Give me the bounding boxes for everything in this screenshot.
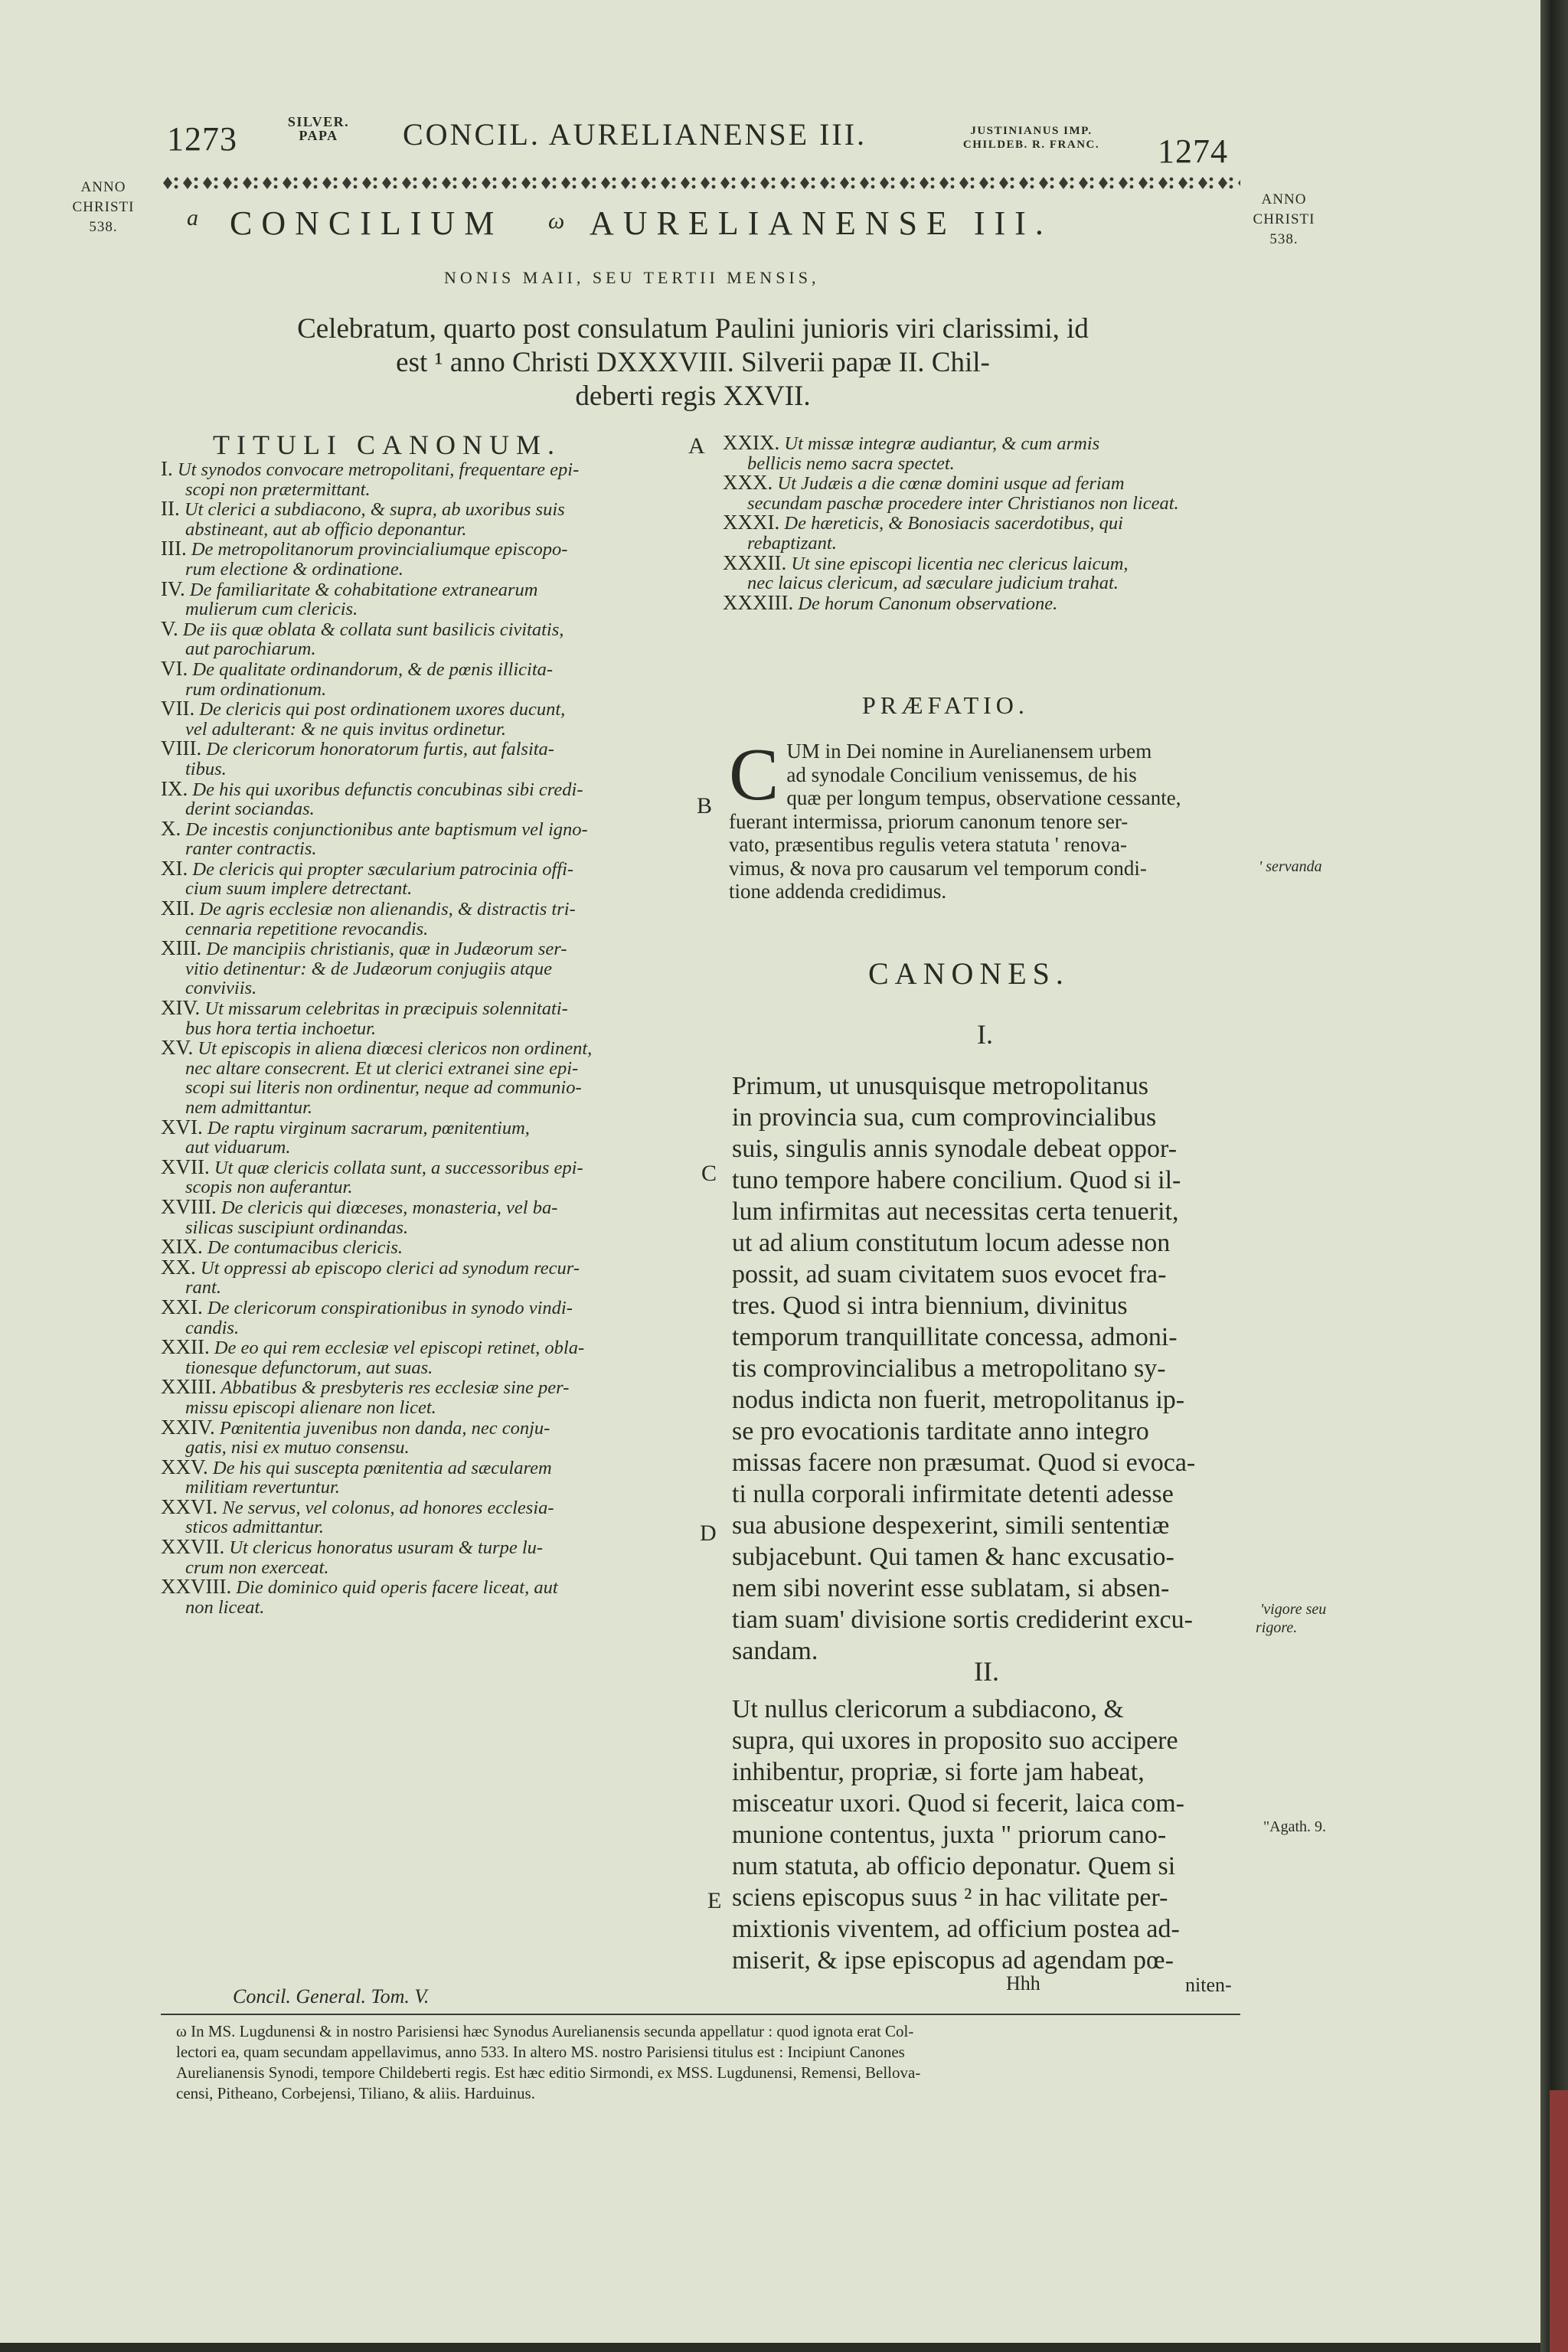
tituli-item-number: XXXII. bbox=[723, 550, 787, 574]
tituli-item-continuation: militiam revertuntur. bbox=[185, 1477, 340, 1498]
tituli-item-text: Pœnitentia juvenibus non danda, nec conju- bbox=[219, 1417, 550, 1439]
canon-line: ti nulla corporali infirmitate detenti adesse bbox=[732, 1480, 1174, 1508]
tituli-item bbox=[161, 856, 697, 900]
canon-line: nem sibi noverint esse sublatam, si absen- bbox=[732, 1574, 1170, 1602]
tituli-item bbox=[161, 1038, 697, 1117]
tituli-item-text: Die dominico quid operis facere liceat, aut bbox=[236, 1577, 558, 1599]
anno-christi-right bbox=[1242, 190, 1326, 250]
prefatio-line-4: fuerant intermissa, priorum canonum tenore ser- bbox=[729, 809, 1129, 833]
canon-line: sua abusione despexerint, simili sententiæ bbox=[732, 1511, 1170, 1540]
canon-line: Ut nullus clericorum a subdiacono, & bbox=[732, 1695, 1124, 1723]
canon-line: Primum, ut unusquisque metropolitanus bbox=[732, 1072, 1148, 1100]
tituli-item-continuation: nec altare consecrent. Et ut clerici extranei sine epi- bbox=[185, 1057, 579, 1079]
tituli-item-number: XVIII. bbox=[161, 1194, 217, 1218]
tituli-item-text: De eo qui rem ecclesiæ vel episcopi retinet, obla- bbox=[214, 1338, 585, 1359]
tituli-item-continuation: scopi non prætermittant. bbox=[185, 479, 371, 500]
tituli-item-continuation: scopi sui literis non ordinentur, neque ad communio- bbox=[185, 1077, 582, 1099]
canon-2-body bbox=[732, 1694, 1253, 1976]
header-tag-left-line2: PAPA bbox=[299, 128, 338, 143]
tituli-item-continuation: tibus. bbox=[185, 758, 227, 779]
tituli-item-continuation: rum ordinationum. bbox=[185, 678, 327, 700]
prefatio-line-1: UM in Dei nomine in Aurelianensem urbem bbox=[786, 740, 1152, 763]
header-tag-left bbox=[273, 115, 364, 142]
title-note-marker: a bbox=[187, 205, 198, 230]
tituli-item-text: Ut sine episcopi licentia nec clericus laicum, bbox=[791, 553, 1129, 574]
ornamental-rule bbox=[161, 173, 1240, 193]
subtitle: NONIS MAII, SEU TERTII MENSIS, bbox=[444, 268, 820, 287]
tituli-item-continuation: scopis non auferantur. bbox=[185, 1177, 353, 1198]
tituli-item-number: XX. bbox=[161, 1255, 196, 1279]
tituli-item-continuation: ranter contractis. bbox=[185, 838, 317, 860]
tituli-item-number: XXIV. bbox=[161, 1415, 215, 1439]
tituli-item bbox=[161, 1415, 697, 1459]
tituli-item bbox=[161, 499, 697, 539]
tituli-item-text: De iis quæ oblata & collata sunt basilicis civitatis, bbox=[182, 619, 564, 640]
canon-line: suis, singulis annis synodale debeat oppor- bbox=[732, 1135, 1178, 1163]
tituli-item-continuation: mulierum cum clericis. bbox=[185, 599, 358, 620]
tituli-item-number: XXVI. bbox=[161, 1494, 218, 1518]
canones-heading: CANONES. bbox=[868, 956, 1070, 991]
anno-christi-left bbox=[61, 178, 145, 237]
tituli-item bbox=[723, 590, 1243, 614]
tituli-item-continuation: abstineant, aut ab officio deponantur. bbox=[185, 518, 467, 540]
canon-line: nodus indicta non fuerit, metropolitanus ip- bbox=[732, 1386, 1185, 1414]
footnote-line-1: ω In MS. Lugdunensi & in nostro Parisiensi hæc Synodus Aurelianensis secunda appellatur : quod ignota erat Col- bbox=[176, 2022, 914, 2040]
tituli-item bbox=[161, 739, 697, 779]
tituli-item-text: De clericis qui propter sæcularium patrocinia offi- bbox=[192, 858, 574, 880]
margin-letter-a: A bbox=[688, 433, 705, 459]
celebratum-block bbox=[237, 312, 1148, 413]
tituli-item bbox=[161, 1115, 697, 1158]
tituli-list-left bbox=[161, 459, 697, 1617]
tituli-item-text: Ut episcopis in aliena diœcesi clericos non ordinent, bbox=[198, 1038, 593, 1060]
tituli-item-number: XIX. bbox=[161, 1235, 203, 1259]
tituli-item-continuation: sticos admittantur. bbox=[185, 1517, 325, 1538]
tituli-item-continuation: rum electione & ordinatione. bbox=[185, 558, 403, 580]
tituli-item-continuation: bus hora tertia inchoetur. bbox=[185, 1018, 377, 1039]
tituli-item-continuation: vitio detinentur: & de Judæorum conjugiis atque bbox=[185, 958, 553, 979]
tituli-item-number: XXVIII. bbox=[161, 1575, 232, 1599]
tituli-item-continuation: conviviis. bbox=[185, 978, 257, 999]
tituli-item-text: De horum Canonum observatione. bbox=[798, 593, 1058, 614]
tituli-item bbox=[161, 899, 697, 939]
celebratum-line-1: Celebratum, quarto post consulatum Paulini junioris viri clarissimi, id bbox=[297, 313, 1089, 345]
tituli-item-continuation: nec laicus clericum, ad sæculare judicium trahat. bbox=[747, 573, 1119, 594]
canon-line: tis comprovincialibus a metropolitano sy- bbox=[732, 1354, 1166, 1383]
tituli-item bbox=[723, 473, 1243, 513]
celebratum-line-2: est ¹ anno Christi DXXXVIII. Silverii papæ II. Chil- bbox=[396, 347, 990, 378]
tituli-item-number: XXXI. bbox=[723, 511, 780, 534]
tituli-item bbox=[161, 1194, 697, 1238]
prefatio-dropcap: C bbox=[729, 733, 779, 816]
tituli-item-continuation: silicas suscipiunt ordinandas. bbox=[185, 1217, 409, 1238]
tituli-item-text: Ne servus, vel colonus, ad honores ecclesia- bbox=[222, 1497, 554, 1518]
sidenote-agath: "Agath. 9. bbox=[1263, 1818, 1327, 1835]
tituli-item-number: VII. bbox=[161, 697, 195, 720]
book-edge bbox=[1540, 0, 1568, 2352]
tituli-item-number: XXII. bbox=[161, 1335, 210, 1359]
tituli-heading: TITULI CANONUM. bbox=[213, 430, 561, 460]
tituli-item-continuation: aut viduarum. bbox=[185, 1137, 291, 1158]
tituli-item-continuation: candis. bbox=[185, 1317, 240, 1338]
tituli-item-text: De mancipiis christianis, quæ in Judæorum ser- bbox=[206, 939, 567, 960]
signature-mark: Hhh bbox=[1006, 1972, 1040, 1994]
tituli-item-number: XII. bbox=[161, 897, 195, 920]
tituli-item bbox=[161, 1377, 697, 1417]
canon-line: tres. Quod si intra biennium, divinitus bbox=[732, 1292, 1128, 1320]
tituli-item-number: XV. bbox=[161, 1036, 194, 1060]
tituli-item bbox=[161, 1455, 697, 1498]
footnote bbox=[176, 2021, 1271, 2104]
tituli-item-number: X. bbox=[161, 816, 181, 840]
tituli-item bbox=[161, 998, 697, 1038]
anno-left-line2: CHRISTI bbox=[72, 199, 135, 215]
header-tag-right bbox=[920, 124, 1142, 152]
tituli-item-text: Ut Judæis a die cœnæ domini usque ad feriam bbox=[777, 473, 1125, 495]
anno-left-line3: 538. bbox=[89, 219, 118, 235]
tituli-item-number: V. bbox=[161, 616, 178, 640]
tituli-item-continuation: secundam paschæ procedere inter Christianos non liceat. bbox=[747, 492, 1179, 514]
canon-line: in provincia sua, cum comprovincialibus bbox=[732, 1103, 1157, 1132]
prefatio-line-7: tione addenda credidimus. bbox=[729, 880, 947, 903]
canon-1-body bbox=[732, 1070, 1253, 1667]
header-tag-right-line2: CHILDEB. R. FRANC. bbox=[962, 139, 1100, 151]
tituli-item-continuation: crum non exerceat. bbox=[185, 1557, 329, 1578]
tituli-item-text: De metropolitanorum provincialiumque episcopo- bbox=[191, 539, 568, 560]
canon-line: misceatur uxori. Quod si fecerit, laica com- bbox=[732, 1789, 1184, 1818]
tituli-item bbox=[161, 1335, 697, 1378]
title-note-marker-2: ω bbox=[548, 208, 565, 234]
anno-right-line1: ANNO bbox=[1261, 191, 1307, 207]
tituli-item-text: De his qui uxoribus defunctis concubinas sibi credi- bbox=[192, 779, 583, 800]
anno-right-line2: CHRISTI bbox=[1253, 211, 1315, 227]
canon-line: sandam. bbox=[732, 1637, 818, 1665]
tituli-item bbox=[161, 1255, 697, 1298]
tituli-item bbox=[161, 1577, 697, 1617]
page-number-left: 1273 bbox=[167, 120, 237, 158]
celebratum-line-3: deberti regis XXVII. bbox=[575, 381, 811, 412]
header-tag-left-line1: SILVER. bbox=[287, 114, 350, 129]
tituli-item-number: XIV. bbox=[161, 996, 201, 1020]
tituli-item-continuation: tionesque defunctorum, aut suas. bbox=[185, 1357, 433, 1378]
tituli-item-number: XXIX. bbox=[723, 431, 780, 454]
title-aurelianense: AURELIANENSE III. bbox=[590, 204, 1053, 242]
canon-line: missas facere non præsumat. Quod si evoca- bbox=[732, 1449, 1196, 1477]
tituli-item bbox=[161, 1295, 697, 1338]
tituli-item-continuation: cennaria repetitione revocandis. bbox=[185, 918, 429, 939]
tituli-item-text: Ut clerici a subdiacono, & supra, ab uxoribus suis bbox=[184, 499, 565, 521]
tituli-item bbox=[161, 577, 697, 620]
title-concilium: CONCILIUM bbox=[230, 204, 504, 242]
tituli-item-text: De his qui suscepta pœnitentia ad sæcularem bbox=[212, 1457, 552, 1478]
prefatio-heading: PRÆFATIO. bbox=[862, 691, 1029, 719]
canon-line: ut ad alium constitutum locum adesse non bbox=[732, 1229, 1171, 1257]
tituli-item-number: XXIII. bbox=[161, 1375, 217, 1399]
margin-letter-b: B bbox=[697, 793, 713, 818]
tituli-item-number: XVII. bbox=[161, 1155, 210, 1178]
tituli-item bbox=[161, 1237, 697, 1258]
prefatio-line-3: quæ per longum tempus, observatione cessante, bbox=[786, 786, 1181, 809]
tituli-item-number: IX. bbox=[161, 776, 188, 800]
canon-2-number: II. bbox=[974, 1656, 999, 1687]
tituli-item-continuation: non liceat. bbox=[185, 1596, 265, 1618]
tituli-item-number: XVI. bbox=[161, 1115, 203, 1138]
tituli-item bbox=[161, 539, 697, 579]
tituli-item bbox=[161, 1155, 697, 1198]
tituli-item-text: De clericis qui post ordinationem uxores ducunt, bbox=[199, 699, 566, 720]
tituli-item-text: De clericis qui diœceses, monasteria, vel ba- bbox=[220, 1197, 558, 1218]
tituli-item-number: VIII. bbox=[161, 737, 202, 760]
canon-line: sciens episcopus suus ² in hac vilitate per- bbox=[732, 1883, 1168, 1912]
tituli-item-text: De agris ecclesiæ non alienandis, & distractis tri- bbox=[199, 899, 576, 920]
page-number-right: 1274 bbox=[1158, 132, 1228, 170]
canon-line: num statuta, ab officio deponatur. Quem si bbox=[732, 1852, 1176, 1880]
tituli-item-number: XXXIII. bbox=[723, 590, 794, 614]
sidenote-vigore-line1: 'vigore seu bbox=[1260, 1601, 1327, 1618]
tituli-item-continuation: rebaptizant. bbox=[747, 532, 837, 554]
tituli-item-continuation: bellicis nemo sacra spectet. bbox=[747, 452, 955, 474]
tituli-item bbox=[723, 433, 1243, 473]
canon-line: possit, ad suam civitatem suos evocet fra- bbox=[732, 1260, 1167, 1289]
margin-letter-e: E bbox=[707, 1888, 722, 1913]
tituli-item-number: XXX. bbox=[723, 471, 773, 495]
catchword: niten- bbox=[1185, 1974, 1232, 1996]
tituli-item-text: De hæreticis, & Bonosiacis sacerdotibus, qui bbox=[784, 513, 1123, 534]
tituli-item bbox=[161, 616, 697, 660]
tituli-item-number: XXVII. bbox=[161, 1535, 225, 1559]
tituli-item-text: De qualitate ordinandorum, & de pœnis illicita- bbox=[192, 658, 554, 680]
tituli-item bbox=[161, 459, 697, 499]
tituli-item-number: XI. bbox=[161, 856, 188, 880]
tituli-item-number: XIII. bbox=[161, 936, 202, 960]
tituli-item bbox=[723, 513, 1243, 553]
tituli-item-number: III. bbox=[161, 537, 187, 560]
canon-1-number: I. bbox=[977, 1019, 993, 1050]
tituli-item-continuation: gatis, nisi ex mutuo consensu. bbox=[185, 1437, 410, 1459]
tituli-item-continuation: derint sociandas. bbox=[185, 799, 315, 820]
tituli-item bbox=[161, 1494, 697, 1538]
tituli-item bbox=[161, 936, 697, 999]
tituli-list-right bbox=[723, 433, 1243, 613]
tituli-item-number: IV. bbox=[161, 577, 185, 600]
margin-letter-d: D bbox=[700, 1521, 717, 1546]
prefatio-line-2: ad synodale Concilium venissemus, de his bbox=[786, 763, 1137, 786]
canon-line: tiam suam' divisione sortis crediderint excu- bbox=[732, 1606, 1193, 1634]
tituli-item bbox=[161, 699, 697, 739]
signature-line-left: Concil. General. Tom. V. bbox=[233, 1985, 430, 2007]
tituli-item-text: Abbatibus & presbyteris res ecclesiæ sine per- bbox=[220, 1377, 570, 1399]
footnote-line-2: lectori ea, quam secundam appellavimus, anno 533. In altero MS. nostro Parisiensi titulus est : Incipiunt Canones bbox=[176, 2043, 905, 2061]
canon-line: supra, qui uxores in proposito suo accipere bbox=[732, 1726, 1178, 1755]
tituli-item-text: Ut missarum celebritas in præcipuis solennitati- bbox=[204, 998, 568, 1020]
tituli-item bbox=[161, 816, 697, 860]
tituli-item-continuation: nem admittantur. bbox=[185, 1097, 313, 1118]
prefatio-body bbox=[729, 733, 1242, 903]
tituli-item-number: XXV. bbox=[161, 1455, 208, 1478]
canon-line: temporum tranquillitate concessa, admoni- bbox=[732, 1323, 1178, 1351]
tituli-item-continuation: rant. bbox=[185, 1277, 221, 1298]
tituli-item-text: Ut missæ integræ audiantur, & cum armis bbox=[784, 433, 1100, 454]
tituli-item bbox=[723, 550, 1243, 594]
tituli-item-number: II. bbox=[161, 497, 180, 521]
tituli-item-text: De clericorum honoratorum furtis, aut falsita- bbox=[206, 739, 554, 760]
tituli-item-number: I. bbox=[161, 457, 173, 480]
running-title: CONCIL. AURELIANENSE III. bbox=[403, 117, 867, 152]
tituli-item-text: Ut clericus honoratus usuram & turpe lu- bbox=[229, 1537, 544, 1559]
prefatio-line-6: vimus, & nova pro causarum vel temporum condi- bbox=[729, 856, 1147, 880]
tituli-item-text: Ut synodos convocare metropolitani, frequentare epi- bbox=[177, 459, 580, 480]
tituli-item-text: Ut quæ clericis collata sunt, a successoribus epi- bbox=[214, 1157, 583, 1178]
tituli-item bbox=[161, 656, 697, 700]
canon-line: mixtionis viventem, ad officium postea ad- bbox=[732, 1915, 1180, 1943]
canon-line: tuno tempore habere concilium. Quod si il- bbox=[732, 1166, 1181, 1194]
canon-line: miserit, & ipse episcopus ad agendam pœ- bbox=[732, 1946, 1174, 1975]
tituli-item-text: De incestis conjunctionibus ante baptismum vel igno- bbox=[185, 818, 588, 840]
canon-line: munione contentus, juxta " priorum cano- bbox=[732, 1821, 1167, 1849]
header-tag-right-line1: JUSTINIANUS IMP. bbox=[970, 125, 1093, 137]
footnote-line-4: censi, Pitheano, Corbejensi, Tiliano, & aliis. Harduinus. bbox=[176, 2084, 535, 2102]
tituli-item-number: VI. bbox=[161, 656, 188, 680]
tituli-item-continuation: missu episcopi alienare non licet. bbox=[185, 1396, 436, 1418]
footnote-line-3: Aurelianensis Synodi, tempore Childeberti regis. Est hæc editio Sirmondi, ex MSS. Lugdunensi, Remensi, Bellova- bbox=[176, 2063, 921, 2082]
tituli-item-continuation: cium suum implere detrectant. bbox=[185, 878, 413, 900]
book-edge-bookmark bbox=[1550, 2090, 1568, 2352]
tituli-item-continuation: aut parochiarum. bbox=[185, 639, 316, 660]
tituli-item-text: De clericorum conspirationibus in synodo vindi- bbox=[207, 1297, 573, 1318]
canon-line: inhibentur, propriæ, si forte jam habeat, bbox=[732, 1758, 1145, 1786]
canon-line: lum infirmitas aut necessitas certa tenuerit, bbox=[732, 1197, 1179, 1226]
anno-left-line1: ANNO bbox=[80, 179, 126, 195]
margin-letter-c: C bbox=[701, 1161, 717, 1186]
tituli-item bbox=[161, 1537, 697, 1577]
canon-line: se pro evocationis tarditate anno integro bbox=[732, 1417, 1149, 1446]
sidenote-servanda: ' servanda bbox=[1259, 858, 1322, 875]
tituli-item-continuation: vel adulterant: & ne quis invitus ordinetur. bbox=[185, 718, 506, 740]
tituli-item bbox=[161, 776, 697, 820]
tituli-item-text: De raptu virginum sacrarum, pœnitentium, bbox=[207, 1117, 530, 1138]
footnote-rule bbox=[161, 2014, 1240, 2015]
tituli-item-text: Ut oppressi ab episcopo clerici ad synodum recur- bbox=[200, 1257, 580, 1279]
tituli-item-number: XXI. bbox=[161, 1295, 203, 1318]
anno-right-line3: 538. bbox=[1269, 231, 1298, 247]
prefatio-line-5: vato, præsentibus regulis vetera statuta ' renova- bbox=[729, 833, 1127, 856]
sidenote-vigore-line2: rigore. bbox=[1256, 1619, 1298, 1636]
canon-line: subjacebunt. Qui tamen & hanc excusatio- bbox=[732, 1543, 1174, 1571]
tituli-item-text: De contumacibus clericis. bbox=[207, 1237, 403, 1259]
tituli-item-text: De familiaritate & cohabitatione extranearum bbox=[189, 579, 538, 600]
